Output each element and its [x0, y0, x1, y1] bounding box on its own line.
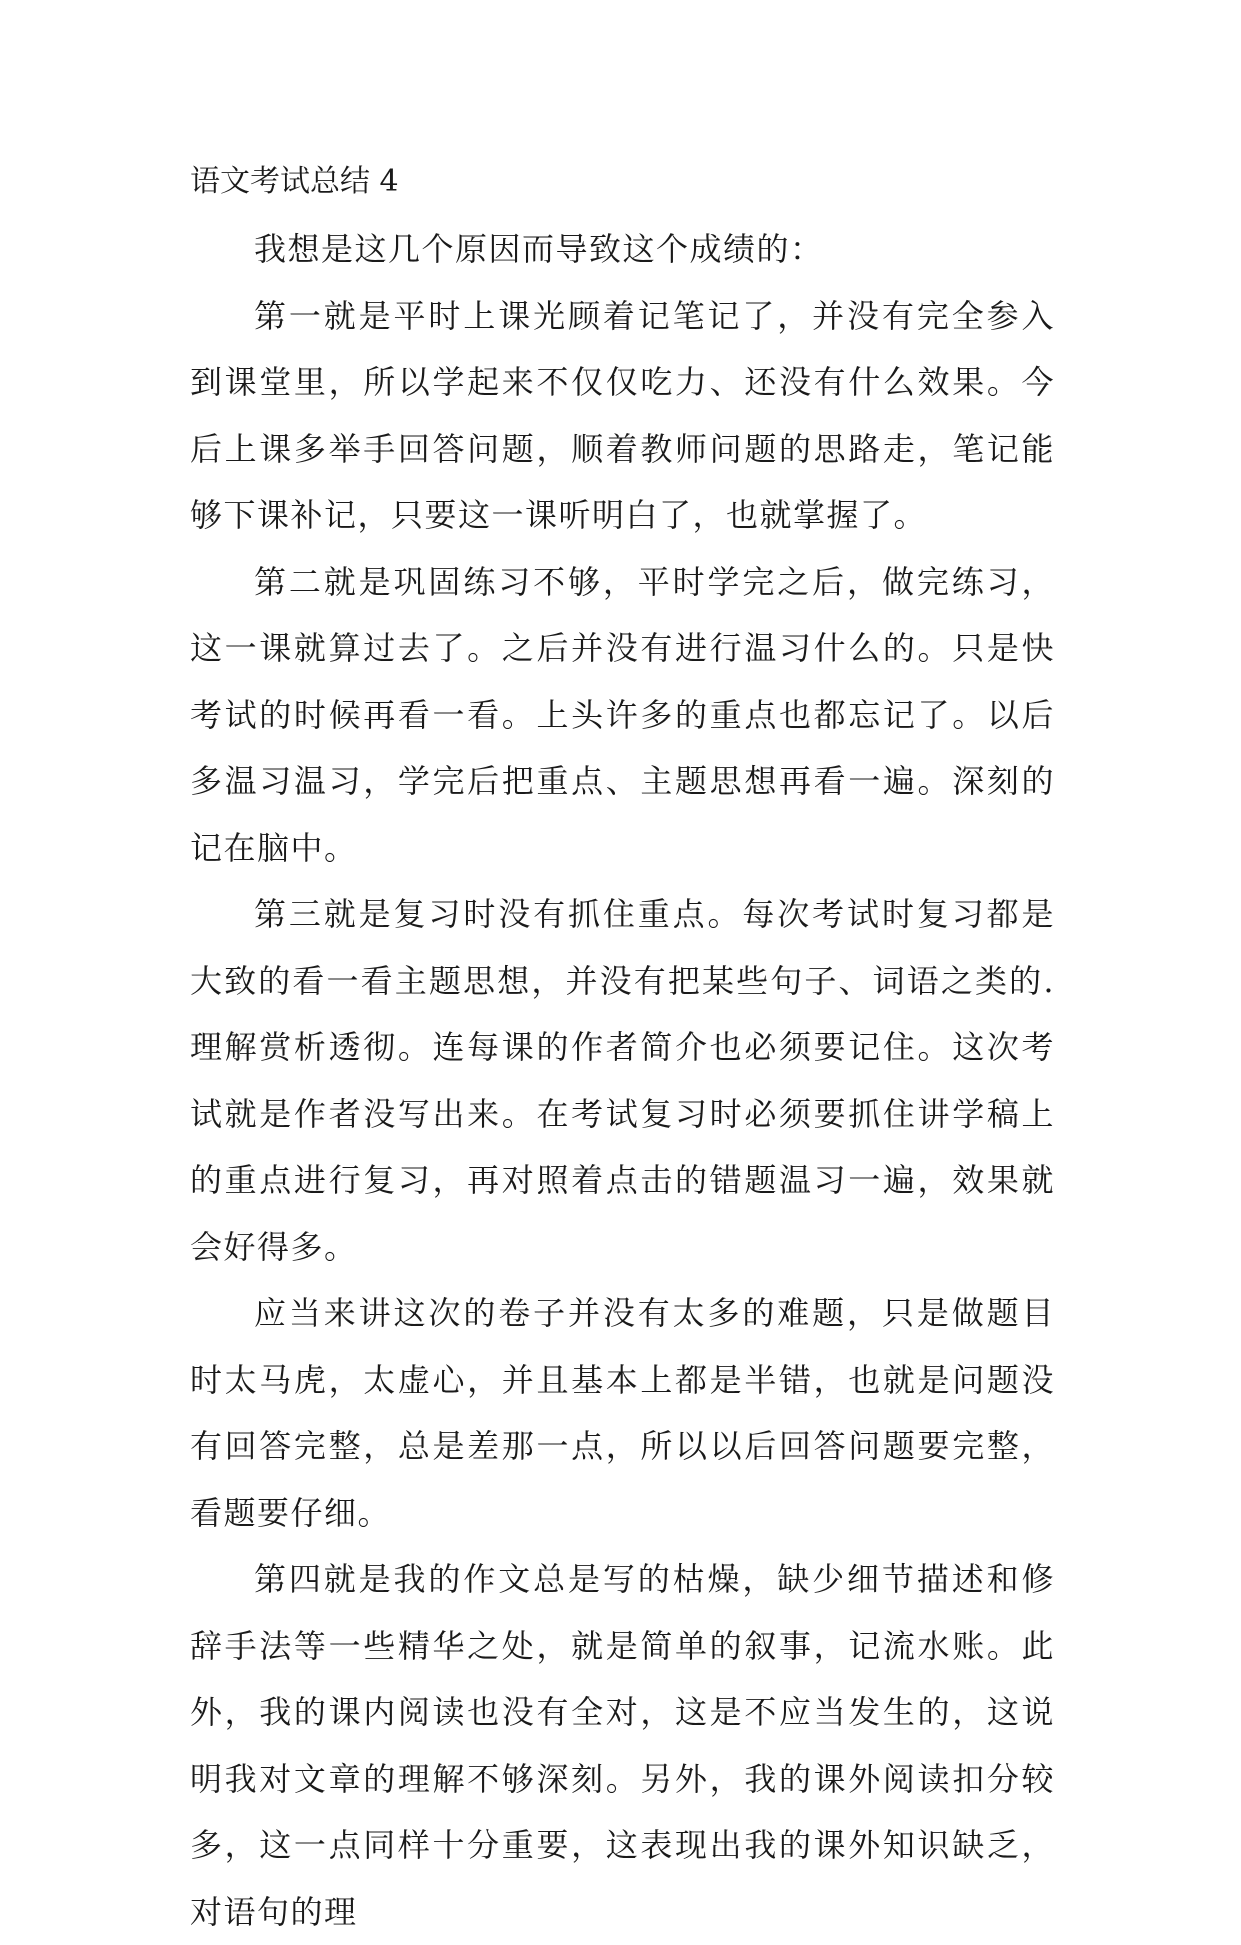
- paragraph-second-reason: 第二就是巩固练习不够，平时学完之后，做完练习，这一课就算过去了。之后并没有进行温习什么的。只是快考试的时候再看一看。上头许多的重点也都忘记了。以后多温习温习，学完后把重点、主题思想再看一遍。深刻的记在脑中。: [190, 562, 1055, 867]
- document-title: 语文考试总结 4: [190, 164, 399, 199]
- paragraph-exam-difficulty: 应当来讲这次的卷子并没有太多的难题，只是做题目时太马虎，太虚心，并且基本上都是半错，也就是问题没有回答完整，总是差那一点，所以以后回答问题要完整，看题要仔细。: [190, 1294, 1055, 1532]
- paragraph-first-reason: 第一就是平时上课光顾着记笔记了，并没有完全参入到课堂里，所以学起来不仅仅吃力、还没有什么效果。今后上课多举手回答问题，顺着教师问题的思路走，笔记能够下课补记，只要这一课听明白了，也就掌握了。: [190, 296, 1055, 534]
- paragraph-fourth-reason: 第四就是我的作文总是写的枯燥，缺少细节描述和修辞手法等一些精华之处，就是简单的叙事，记流水账。此外，我的课内阅读也没有全对，这是不应当发生的，这说明我对文章的理解不够深刻。另外，我的课外阅读扣分较多，这一点同样十分重要，这表现出我的课外知识缺乏，对语句的理: [190, 1560, 1055, 1931]
- paragraph-reasons-intro: 我想是这几个原因而导致这个成绩的：: [254, 230, 824, 268]
- paragraph-third-reason: 第三就是复习时没有抓住重点。每次考试时复习都是大致的看一看主题思想，并没有把某些句子、词语之类的.理解赏析透彻。连每课的作者简介也必须要记住。这次考试就是作者没写出来。在考试复习时必须要抓住讲学稿上的重点进行复习，再对照着点击的错题温习一遍，效果就会好得多。: [190, 895, 1055, 1266]
- document-body: [190, 148, 1055, 1945]
